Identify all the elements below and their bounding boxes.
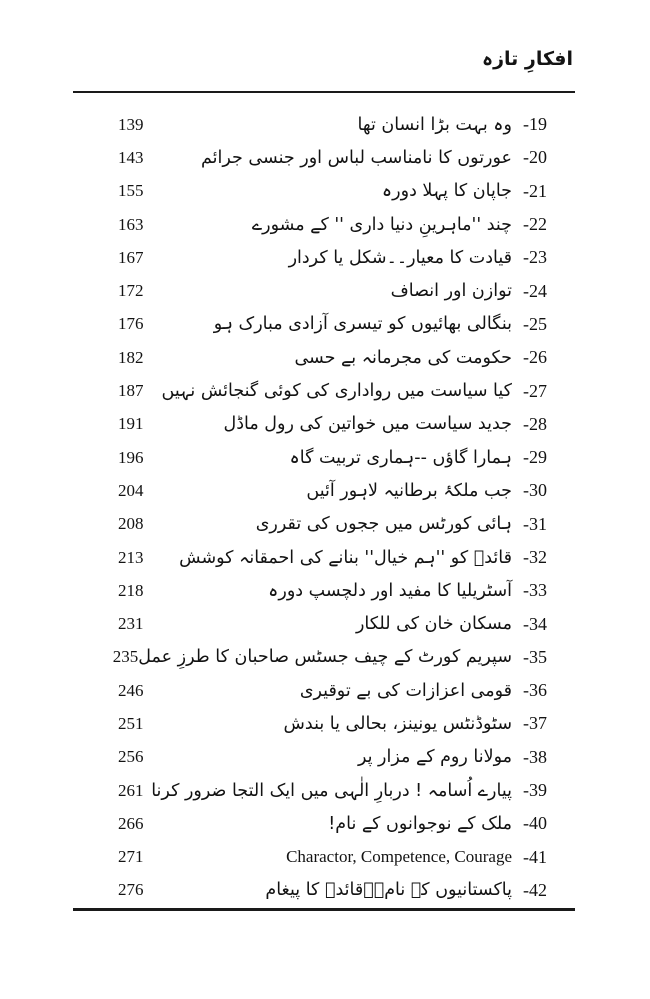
- entry-number: 24-: [523, 280, 547, 301]
- toc-entry: [151, 780, 547, 801]
- page-number: 155: [118, 181, 144, 201]
- toc-entry: [201, 147, 547, 168]
- toc-row: [112, 641, 547, 674]
- entry-number: 22-: [523, 214, 547, 235]
- entry-number: 34-: [523, 613, 547, 634]
- entry-number: 39-: [523, 780, 547, 801]
- entry-number: 40-: [523, 813, 547, 834]
- entry-number: 27-: [523, 380, 547, 401]
- page-number: 191: [118, 414, 144, 434]
- entry-title: پیارے اُسامہ ! دربارِ الٰہی میں ایک التجا ضرور کرنا: [151, 780, 512, 801]
- entry-number: 26-: [523, 347, 547, 368]
- entry-number: 25-: [523, 313, 547, 334]
- toc-row: [118, 508, 547, 541]
- toc-entry: [391, 281, 547, 302]
- toc-row: [118, 474, 547, 507]
- entry-title: ہمارا گاؤں --ہماری تربیت گاہ: [289, 447, 512, 468]
- toc-entry: [284, 713, 547, 734]
- toc-entry: [162, 381, 547, 402]
- entry-title: عورتوں کا نامناسب لباس اور جنسی جرائم: [201, 147, 512, 168]
- toc-row: [118, 374, 547, 407]
- page-number: 163: [118, 214, 144, 234]
- entry-number: 29-: [523, 447, 547, 468]
- page-number: 271: [118, 847, 144, 867]
- entry-title: وہ بہت بڑا انسان تھا: [357, 114, 512, 135]
- toc-entry: [214, 314, 547, 335]
- toc-row: [118, 774, 547, 807]
- page-number: 213: [118, 547, 144, 567]
- entry-title: سپریم کورٹ کے چیف جسٹس صاحبان کا طرزِ عمل: [138, 647, 512, 668]
- toc-row: [118, 141, 547, 174]
- page-number: 231: [118, 614, 144, 634]
- toc-entry: [268, 580, 547, 601]
- entry-title: جدید سیاست میں خواتین کی رول ماڈل: [223, 414, 512, 435]
- entry-number: 20-: [523, 147, 547, 168]
- page-number: 172: [118, 281, 144, 301]
- page-number: 196: [118, 447, 144, 467]
- page-number: 251: [118, 713, 144, 733]
- entry-title: مولانا روم کے مزار پر: [357, 747, 512, 768]
- entry-number: 23-: [523, 247, 547, 268]
- toc-row: [118, 841, 547, 874]
- page-number: 204: [118, 480, 144, 500]
- toc-entry: [286, 847, 547, 868]
- entry-title: پاکستانیوں کے نام۔۔قائدؒ کا پیغام: [265, 880, 512, 901]
- entry-number: 42-: [523, 879, 547, 900]
- toc-entry: [356, 614, 547, 635]
- toc-row: [118, 674, 547, 707]
- page-number: 276: [118, 880, 144, 900]
- entry-title: قائدؒ کو ''ہم خیال'' بنانے کی احمقانہ کوشش: [179, 547, 512, 568]
- entry-title: توازن اور انصاف: [390, 281, 512, 302]
- toc-entry: [306, 480, 547, 501]
- toc-row: [118, 408, 547, 441]
- toc-row: [118, 108, 547, 141]
- footer-rule: [73, 908, 575, 911]
- toc-row: [118, 274, 547, 307]
- page-number: 246: [118, 680, 144, 700]
- toc-row: [118, 607, 547, 640]
- page-number: 143: [118, 147, 144, 167]
- page-number: 187: [118, 381, 144, 401]
- toc-entry: [300, 680, 547, 701]
- entry-number: 32-: [523, 547, 547, 567]
- page-number: 266: [118, 813, 144, 833]
- toc-row: [118, 574, 547, 607]
- entry-title: آسٹریلیا کا مفید اور دلچسپ دورہ: [268, 580, 512, 601]
- toc-entry: [328, 813, 547, 834]
- toc-row: [118, 807, 547, 840]
- entry-title: قومی اعزازات کی بے توقیری: [299, 680, 512, 701]
- table-of-contents: [112, 108, 547, 907]
- toc-row: [118, 241, 547, 274]
- running-header-title: افکارِ تازہ: [481, 48, 573, 70]
- entry-number: 41-: [523, 846, 547, 867]
- entry-title: مسکان خان کی للکار: [355, 614, 512, 635]
- entry-number: 38-: [523, 746, 547, 767]
- toc-row: [118, 341, 547, 374]
- entry-title: جاپان کا پہلا دورہ: [381, 181, 512, 202]
- entry-title: سٹوڈنٹس یونینز، بحالی یا بندش: [283, 713, 512, 734]
- page-number: 176: [118, 314, 144, 334]
- toc-entry: [358, 747, 547, 768]
- entry-title: Charactor, Competence, Courage: [286, 847, 512, 867]
- toc-row: [118, 741, 547, 774]
- entry-number: 36-: [523, 680, 547, 701]
- toc-entry: [138, 647, 547, 668]
- page-number: 218: [118, 580, 144, 600]
- toc-row: [118, 874, 547, 907]
- entry-number: 28-: [523, 413, 547, 434]
- entry-title: جب ملکۂ برطانیہ لاہور آئیں: [306, 480, 512, 501]
- toc-entry: [382, 181, 547, 202]
- entry-number: 35-: [523, 646, 547, 667]
- toc-entry: [265, 880, 547, 901]
- toc-row: [118, 308, 547, 341]
- toc-row: [118, 175, 547, 208]
- entry-title: بنگالی بھائیوں کو تیسری آزادی مبارک ہو: [213, 314, 512, 335]
- toc-row: [118, 541, 547, 574]
- page-number: 256: [118, 747, 144, 767]
- entry-title: حکومت کی مجرمانہ بے حسی: [294, 347, 512, 368]
- toc-entry: [358, 114, 547, 135]
- toc-entry: [290, 447, 548, 468]
- toc-entry: [224, 414, 547, 435]
- toc-row: [118, 208, 547, 241]
- toc-row: [118, 707, 547, 740]
- entry-number: 30-: [523, 480, 547, 501]
- entry-number: 21-: [523, 180, 547, 201]
- entry-number: 19-: [523, 114, 547, 135]
- page-number: 139: [118, 114, 144, 134]
- entry-number: 37-: [523, 713, 547, 734]
- page-number: 261: [118, 780, 144, 800]
- page-number: 208: [118, 514, 144, 534]
- entry-number: 33-: [523, 580, 547, 601]
- page-number: 235: [112, 647, 139, 667]
- entry-title: ہائی کورٹس میں ججوں کی تقرری: [255, 514, 512, 535]
- page-number: 182: [118, 347, 144, 367]
- page-number: 167: [118, 247, 144, 267]
- toc-entry: [294, 347, 547, 368]
- entry-title: قیادت کا معیار۔۔شکل یا کردار: [288, 247, 512, 268]
- toc-entry: [252, 214, 547, 235]
- toc-entry: [179, 547, 547, 568]
- toc-entry: [256, 514, 547, 535]
- entry-title: چند ''ماہرینِ دنیا داری '' کے مشورے: [251, 214, 512, 235]
- entry-title: کیا سیاست میں رواداری کی کوئی گنجائش نہیں: [161, 381, 512, 402]
- toc-entry: [289, 247, 547, 268]
- entry-title: ملک کے نوجوانوں کے نام!: [328, 813, 512, 834]
- header-rule: [73, 91, 575, 93]
- entry-number: 31-: [523, 513, 547, 534]
- toc-row: [118, 441, 547, 474]
